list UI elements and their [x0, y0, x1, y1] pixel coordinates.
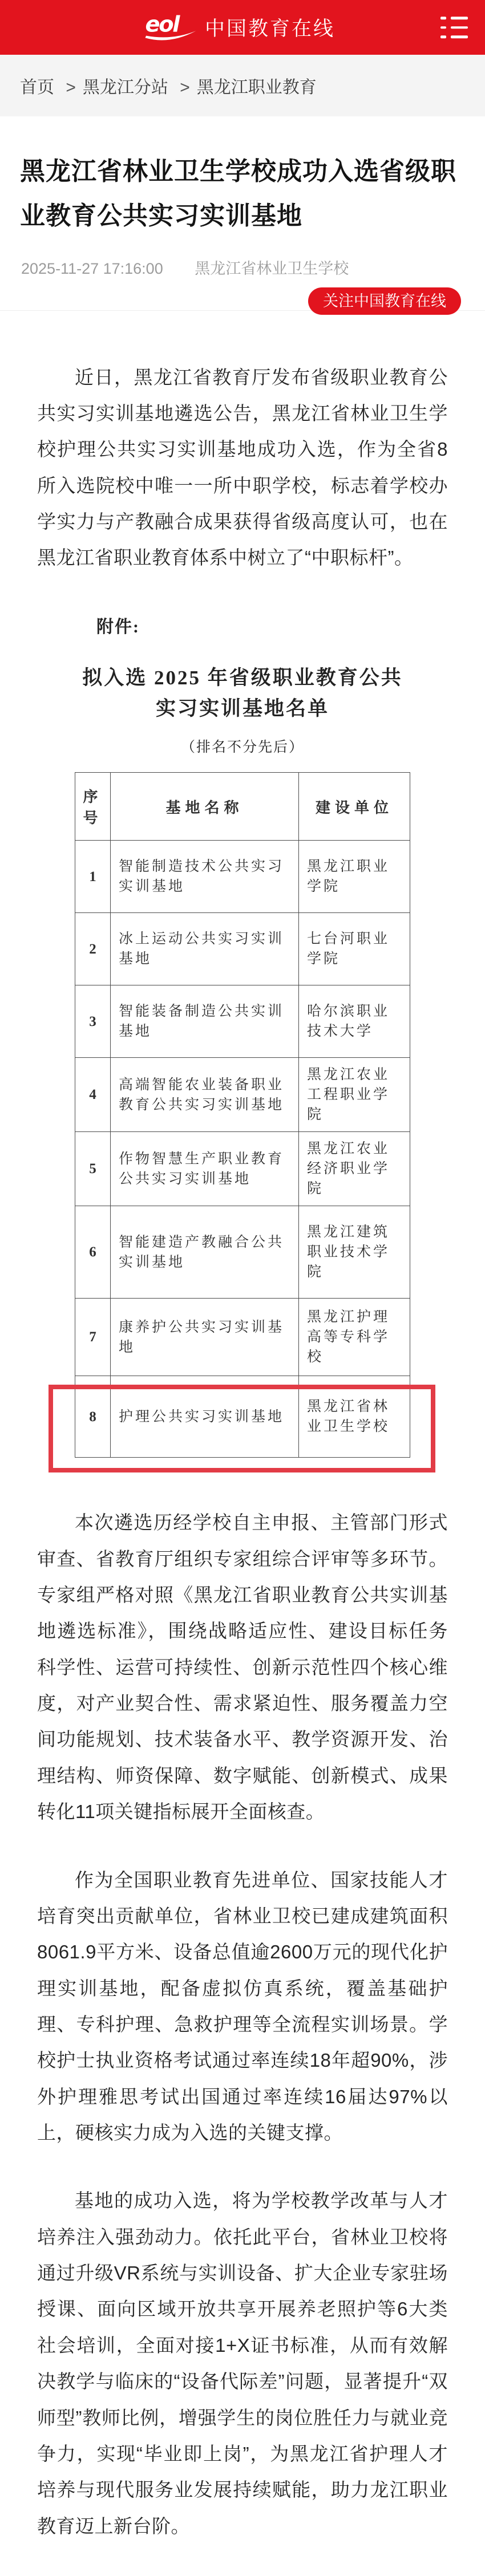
paragraph: 近日，黑龙江省教育厅发布省级职业教育公共实习实训基地遴选公告，黑龙江省林业卫生学校护理公共实习实训基地成功入选，作为全省8所入选院校中唯一一所中职学校，标志着学校办学实力与产教融合成果获得省级高度认可，也在黑龙江省职业教育体系中树立了“中职标杆”。 — [37, 366, 448, 569]
attachment-table — [75, 772, 410, 1458]
cell-base-name: 作物智慧生产职业教育公共实习实训基地 — [111, 1132, 299, 1206]
publish-time: 2025-11-27 17:16:00 — [21, 259, 163, 277]
bottom-spacer — [0, 2544, 485, 2576]
cell-builder: 黑龙江省林业卫生学校 — [299, 1376, 410, 1458]
cell-base-name: 智能装备制造公共实训基地 — [111, 985, 299, 1058]
follow-button[interactable]: 关注中国教育在线 — [308, 287, 461, 315]
col-header-builder: 建设单位 — [299, 773, 410, 841]
col-header-number: 序号 — [75, 773, 111, 841]
cell-number: 7 — [75, 1299, 111, 1376]
paragraph: 作为全国职业教育先进单位、国家技能人才培育突出贡献单位，省林业卫校已建成建筑面积8061.9平方米、设备总值逾2600万元的现代化护理实训基地，配备虚拟仿真系统，覆盖基础护理、专科护理、急救护理等全流程实训场景。学校护士执业资格考试通过率连续18年超90%，涉外护理雅思考试出国通过率连续16届达97%以上，硬核实力成为入选的关键支撑。 — [37, 1869, 448, 2144]
cell-builder: 黑龙江农业经济职业学院 — [299, 1132, 410, 1206]
table-row — [75, 1132, 410, 1206]
breadcrumb-item[interactable]: 黑龙江职业教育 — [196, 78, 317, 97]
page-title: 黑龙江省林业卫生学校成功入选省级职业教育公共实习实训基地 — [20, 157, 456, 230]
eol-logo[interactable] — [144, 10, 335, 45]
col-header-base-name: 基地名称 — [111, 773, 299, 841]
table-row — [75, 1206, 410, 1299]
cell-number: 6 — [75, 1206, 111, 1299]
table-row — [75, 1376, 410, 1458]
cell-number: 5 — [75, 1132, 111, 1206]
hamburger-menu-icon[interactable] — [438, 14, 470, 40]
article-body — [0, 359, 485, 2544]
cell-base-name: 护理公共实习实训基地 — [111, 1376, 299, 1458]
paragraph: 基地的成功入选，将为学校教学改革与人才培养注入强劲动力。依托此平台，省林业卫校将通过升级VR系统与实训设备、扩大企业专家驻场授课、面向区域开放共享开展养老照护等6大类社会培训，全面对接1+X证书标准，从而有效解决教学与临床的“设备代际差”问题，显著提升“双师型”教师比例，增强学生的岗位胜任力与就业竞争力，实现“毕业即上岗”，为黑龙江省护理人才培养与现代服务业发展持续赋能，助力龙江职业教育迈上新台阶。 — [37, 2190, 448, 2537]
svg-text:eol: eol — [145, 11, 179, 38]
cell-number: 3 — [75, 985, 111, 1058]
cell-number: 2 — [75, 913, 111, 985]
cell-builder: 哈尔滨职业技术大学 — [299, 985, 410, 1058]
doc-title-line1: 拟入选 2025 年省级职业教育公共 — [82, 666, 403, 689]
table-header-row — [75, 773, 410, 841]
attachment-label: 附件: — [96, 617, 140, 636]
attachment-table-wrap — [75, 772, 410, 1472]
breadcrumb-separator: > — [180, 78, 190, 97]
cell-base-name: 康养护公共实习实训基地 — [111, 1299, 299, 1376]
cell-builder: 七台河职业学院 — [299, 913, 410, 985]
cell-builder: 黑龙江职业学院 — [299, 841, 410, 913]
table-row — [75, 1299, 410, 1376]
cell-builder: 黑龙江护理高等专科学校 — [299, 1299, 410, 1376]
cell-builder: 黑龙江建筑职业技术学院 — [299, 1206, 410, 1299]
table-row — [75, 841, 410, 913]
breadcrumb-item[interactable]: 黑龙江分站 — [82, 78, 168, 97]
table-row — [75, 913, 410, 985]
table-row — [75, 1058, 410, 1132]
cell-base-name: 冰上运动公共实习实训基地 — [111, 913, 299, 985]
article-meta — [21, 256, 464, 278]
doc-title — [37, 663, 448, 725]
follow-row — [0, 286, 485, 327]
table-row — [75, 985, 410, 1058]
eol-logo-icon — [144, 10, 197, 45]
doc-title-line2: 实习实训基地名单 — [155, 697, 329, 720]
breadcrumb — [0, 55, 485, 116]
cell-base-name: 智能制造技术公共实习实训基地 — [111, 841, 299, 913]
cell-number: 4 — [75, 1058, 111, 1132]
site-header — [0, 0, 485, 55]
cell-number: 8 — [75, 1376, 111, 1458]
article-source: 黑龙江省林业卫生学校 — [195, 259, 349, 277]
cell-number: 1 — [75, 841, 111, 913]
cell-base-name: 高端智能农业装备职业教育公共实习实训基地 — [111, 1058, 299, 1132]
breadcrumb-item[interactable]: 首页 — [20, 78, 54, 97]
cell-base-name: 智能建造产教融合公共实训基地 — [111, 1206, 299, 1299]
doc-subtitle: （排名不分先后） — [180, 740, 304, 756]
site-name[interactable]: 中国教育在线 — [204, 18, 335, 40]
cell-builder: 黑龙江农业工程职业学院 — [299, 1058, 410, 1132]
attachment-document — [37, 612, 448, 1473]
paragraph: 本次遴选历经学校自主申报、主管部门形式审查、省教育厅组织专家组综合评审等多环节。专家组严格对照《黑龙江省职业教育公共实训基地遴选标准》，围绕战略适应性、建设目标任务科学性、运营可持续性、创新示范性四个核心维度，对产业契合性、需求紧迫性、服务覆盖力空间功能规划、技术装备水平、教学资源开发、治理结构、师资保障、数字赋能、创新模式、成果转化11项关键指标展开全面核查。 — [37, 1512, 448, 1823]
breadcrumb-separator: > — [66, 78, 76, 97]
